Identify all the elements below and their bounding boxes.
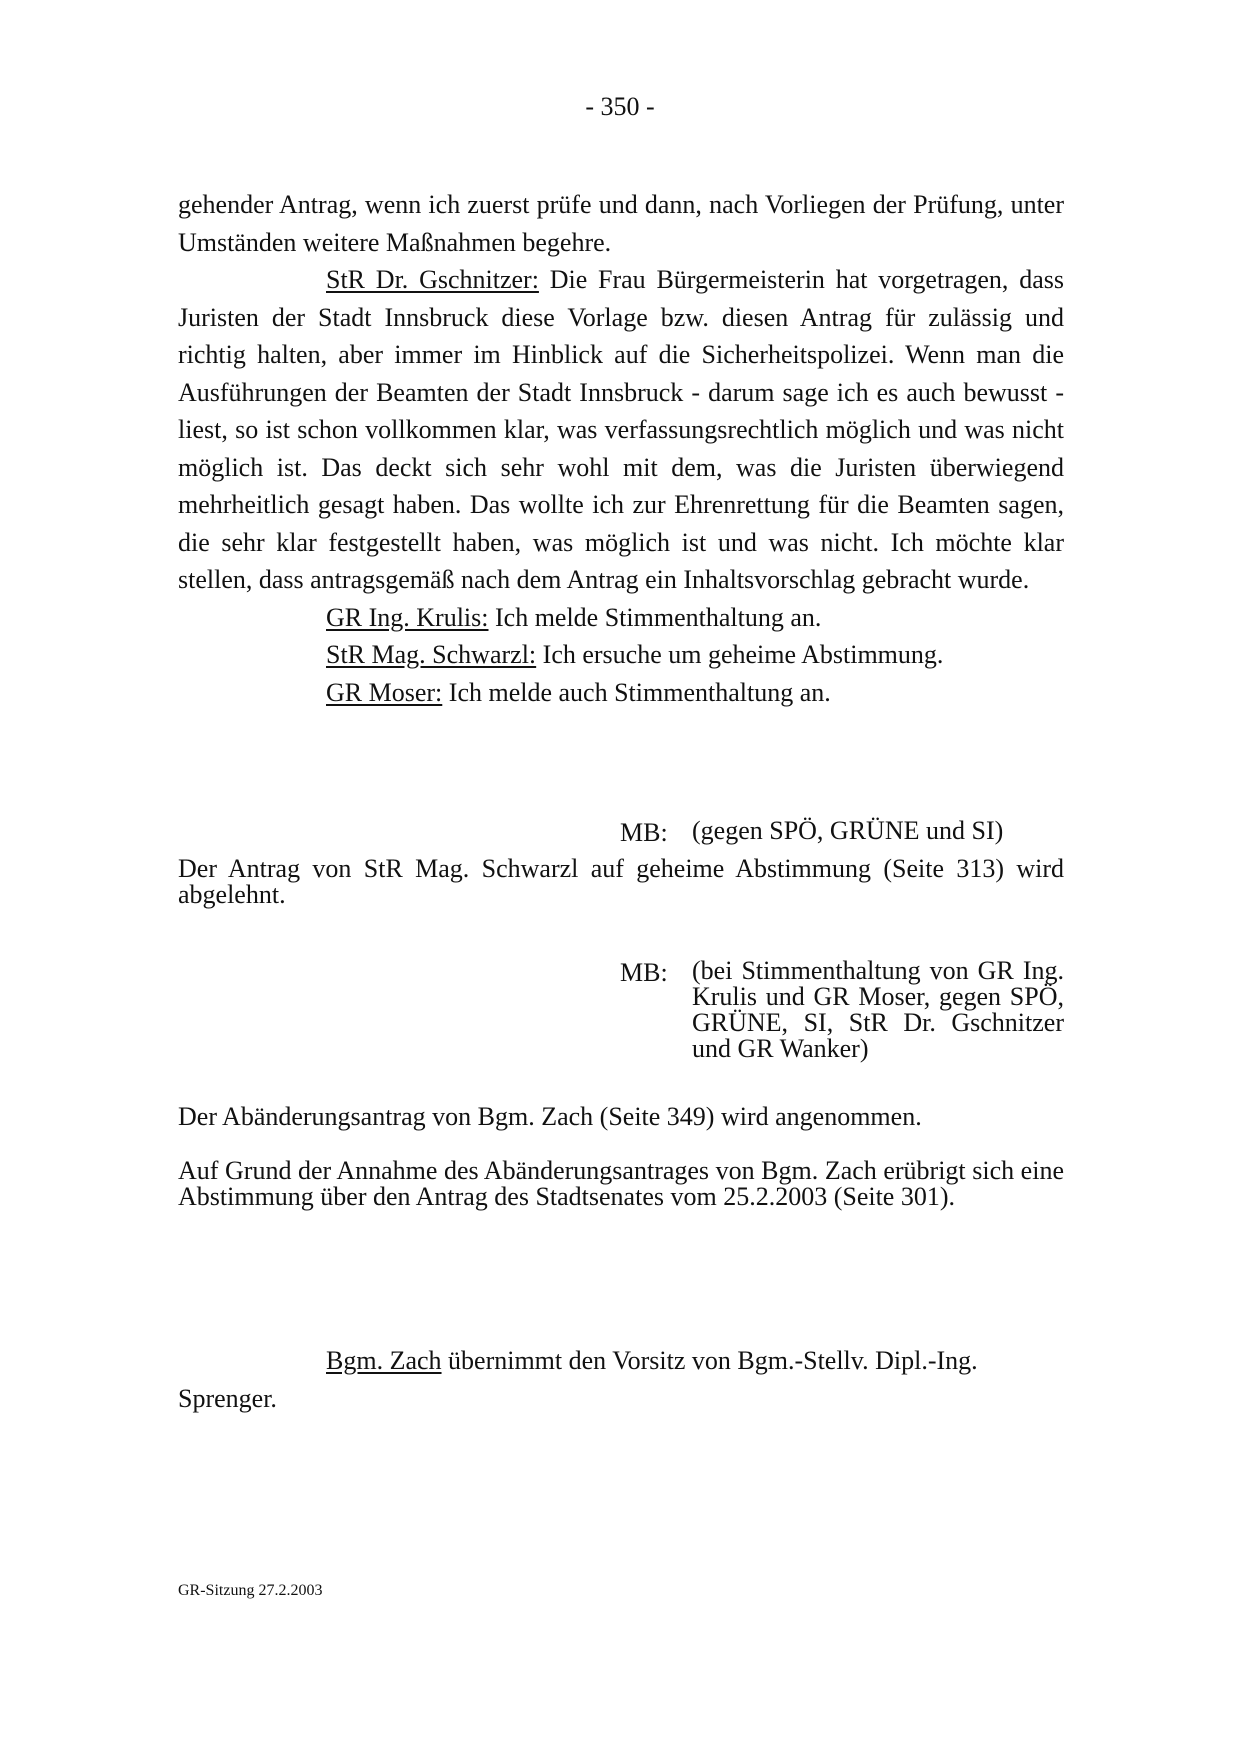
- speaker-name: GR Moser:: [326, 677, 443, 707]
- speech-krulis: [326, 599, 1064, 637]
- speech-moser: [326, 674, 1064, 712]
- mb-text: (bei Stimmenthaltung von GR Ing. Krulis und GR Moser, gegen SPÖ, GRÜNE, SI, StR Dr. Gschnitzer und GR Wanker): [692, 956, 1064, 1063]
- speaker-name: GR Ing. Krulis:: [326, 602, 489, 632]
- speech-gschnitzer: [178, 261, 1064, 599]
- paragraph-continuation: gehender Antrag, wenn ich zuerst prüfe und dann, nach Vorliegen der Prüfung, unter Umständen weitere Maßnahmen begehre.: [178, 190, 1064, 257]
- decision-accepted: [178, 1104, 1064, 1130]
- speech-text: übernimmt den Vorsitz von Bgm.-Stellv. Dipl.-Ing. Sprenger.: [178, 1346, 978, 1413]
- footer-session-date: GR-Sitzung 27.2.2003: [178, 1582, 323, 1599]
- decision-text: Auf Grund der Annahme des Abänderungsantrages von Bgm. Zach erübrigt sich eine Abstimmung über den Antrag des Stadtsenates vom 25.2.2003 (Seite 301).: [178, 1156, 1064, 1211]
- body-text-block: [178, 186, 1064, 711]
- decision-text: Der Antrag von StR Mag. Schwarzl auf geheime Abstimmung (Seite 313) wird abgelehnt.: [178, 854, 1064, 909]
- speech-schwarzl: [326, 636, 1064, 674]
- decision-note: [178, 1158, 1064, 1210]
- speech-text: Ich melde auch Stimmenthaltung an.: [442, 677, 831, 707]
- speaker-name: StR Dr. Gschnitzer:: [326, 265, 539, 294]
- speech-text: Ich ersuche um geheime Abstimmung.: [536, 640, 944, 669]
- chair-text: [178, 1342, 1064, 1417]
- chair-handover: [178, 1342, 1064, 1417]
- mb-label: MB:: [620, 958, 668, 987]
- speech-text: Ich melde Stimmenthaltung an.: [488, 602, 822, 632]
- mb-text: (gegen SPÖ, GRÜNE und SI): [692, 816, 1004, 845]
- page-number: - 350 -: [585, 92, 655, 121]
- speech-text: Die Frau Bürgermeisterin hat vorgetragen, dass Juristen der Stadt Innsbruck diese Vorlage bzw. diesen Antrag für zulässig und richtig halten, aber immer im Hinblick auf die Sicherheitspolizei. Wenn man die Ausführungen der Beamten der Stadt Innsbruck - darum sage ich es auch bewusst - liest, so ist schon vollkommen klar, was verfassungsrechtlich möglich und was nicht möglich ist. Das deckt sich sehr wohl mit dem, was die Juristen überwiegend mehrheitlich gesagt haben. Das wollte ich zur Ehrenrettung für die Beamten sagen, die sehr klar festgestellt haben, was möglich ist und was nicht. Ich möchte klar stellen, dass antragsgemäß nach dem Antrag ein Inhaltsvorschlag gebracht wurde.: [178, 265, 1064, 594]
- mb-label: MB:: [620, 818, 668, 847]
- decision-text: Der Abänderungsantrag von Bgm. Zach (Seite 349) wird angenommen.: [178, 1102, 922, 1131]
- speaker-name: Bgm. Zach: [326, 1346, 442, 1375]
- decision-rejected: [178, 856, 1064, 908]
- speaker-name: StR Mag. Schwarzl:: [326, 640, 537, 669]
